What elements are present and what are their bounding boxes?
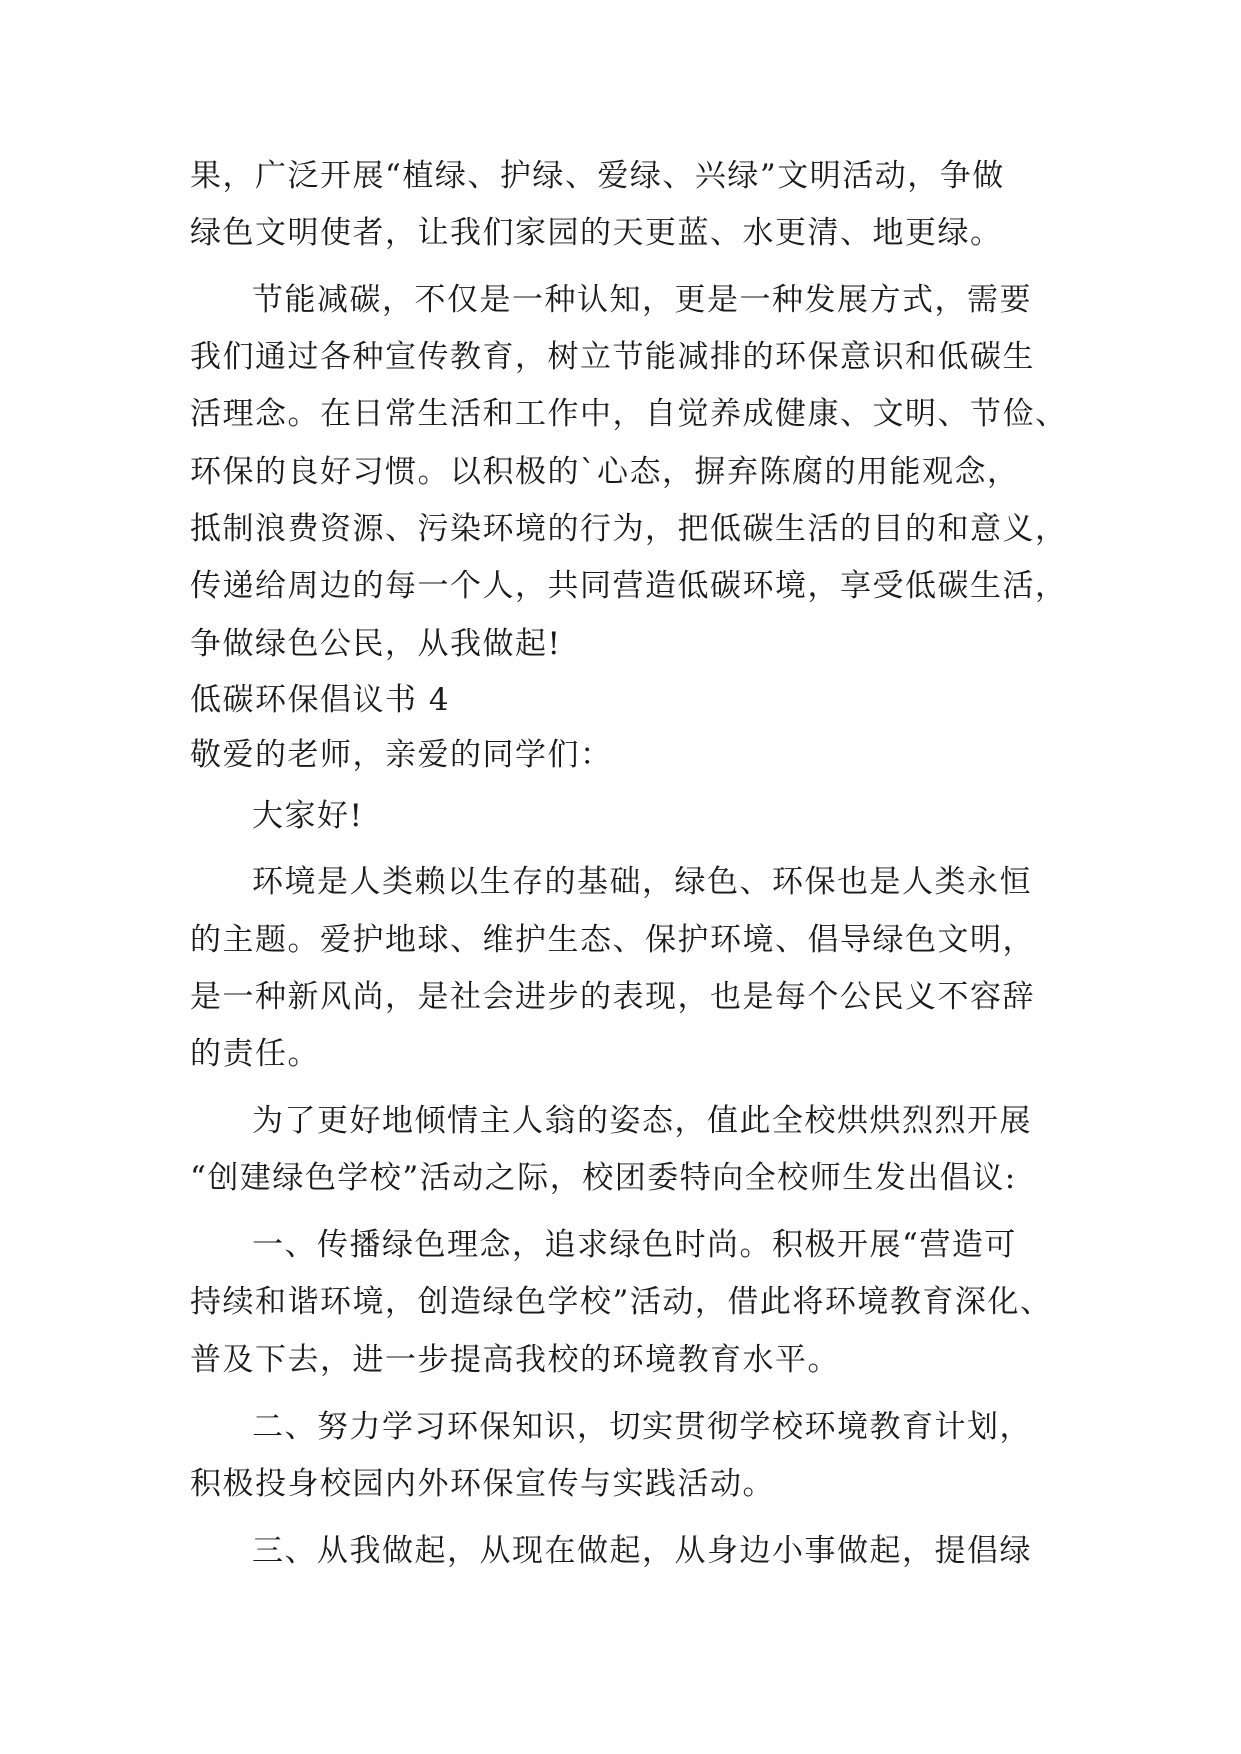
paragraph-line: 我们通过各种宣传教育，树立节能减排的环保意识和低碳生	[190, 339, 1035, 375]
paragraph-line: 三、从我做起，从现在做起，从身边小事做起，提倡绿	[252, 1533, 1032, 1569]
paragraph-line: 积极投身校园内外环保宣传与实践活动。	[190, 1466, 775, 1502]
salutation: 敬爱的老师，亲爱的同学们：	[190, 737, 613, 773]
paragraph-line: 持续和谐环境，创造绿色学校”活动，借此将环境教育深化、	[190, 1284, 1053, 1320]
paragraph-line: 环保的良好习惯。以积极的`心态，摒弃陈腐的用能观念，	[190, 454, 1020, 490]
paragraph-line: “创建绿色学校”活动之际，校团委特向全校师生发出倡议:	[190, 1160, 1017, 1196]
paragraph-line: 节能减碳，不仅是一种认知，更是一种发展方式，需要	[252, 282, 1032, 318]
paragraph-line: 普及下去，进一步提高我校的环境教育水平。	[190, 1342, 840, 1378]
paragraph-line: 的主题。爱护地球、维护生态、保护环境、倡导绿色文明，	[190, 922, 1035, 958]
paragraph-line: 抵制浪费资源、污染环境的行为，把低碳生活的目的和意义，	[190, 511, 1068, 547]
paragraph-line: 一、传播绿色理念，追求绿色时尚。积极开展“营造可	[252, 1227, 1017, 1263]
paragraph-line: 果，广泛开展“植绿、护绿、爱绿、兴绿”文明活动，争做	[190, 158, 1005, 194]
paragraph-line: 活理念。在日常生活和工作中，自觉养成健康、文明、节俭、	[190, 396, 1068, 432]
paragraph-line: 是一种新风尚，是社会进步的表现，也是每个公民义不容辞	[190, 979, 1035, 1015]
paragraph-line: 绿色文明使者，让我们家园的天更蓝、水更清、地更绿。	[190, 215, 1003, 251]
paragraph-line: 的责任。	[190, 1036, 320, 1072]
paragraph-line: 为了更好地倾情主人翁的姿态，值此全校烘烘烈烈开展	[252, 1103, 1032, 1139]
paragraph-line: 传递给周边的每一个人，共同营造低碳环境，享受低碳生活，	[190, 568, 1068, 604]
paragraph-line: 环境是人类赖以生存的基础，绿色、环保也是人类永恒	[252, 864, 1032, 900]
greeting: 大家好!	[252, 798, 364, 834]
paragraph-line: 争做绿色公民，从我做起!	[190, 626, 562, 662]
paragraph-line: 二、努力学习环保知识，切实贯彻学校环境教育计划，	[252, 1409, 1032, 1445]
section-heading: 低碳环保倡议书 4	[190, 682, 451, 718]
